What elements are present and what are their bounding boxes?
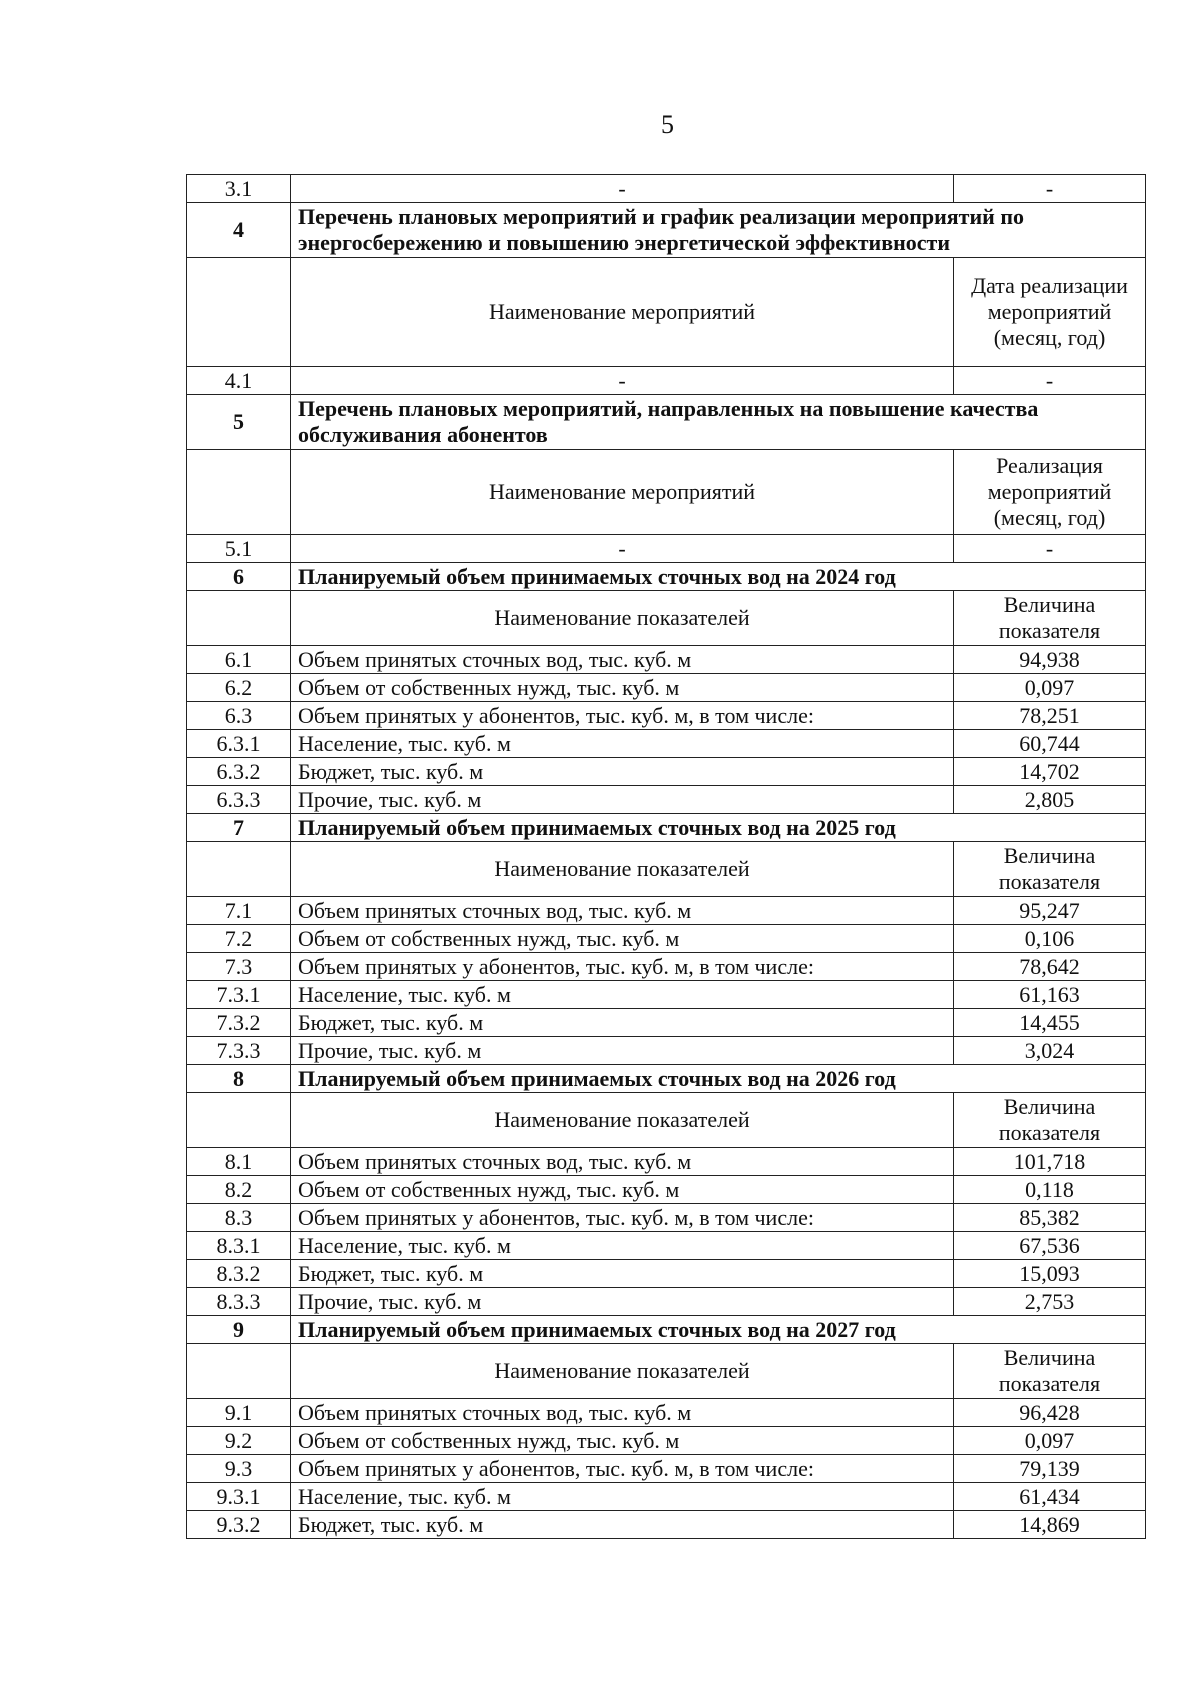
- empty-cell: [187, 450, 291, 535]
- section-header-row: [187, 1065, 1146, 1093]
- row-name: Бюджет, тыс. куб. м: [291, 1009, 954, 1037]
- section-title: Планируемый объем принимаемых сточных вод на 2025 год: [291, 814, 1146, 842]
- column-header-name: Наименование показателей: [291, 1344, 954, 1399]
- column-header-row: [187, 591, 1146, 646]
- column-header-name: Наименование мероприятий: [291, 258, 954, 367]
- row-number: 8.3: [187, 1204, 291, 1232]
- section-number: 8: [187, 1065, 291, 1093]
- row-number: 3.1: [187, 175, 291, 203]
- row-name: Население, тыс. куб. м: [291, 1232, 954, 1260]
- row-value: 0,118: [954, 1176, 1146, 1204]
- empty-cell: [187, 258, 291, 367]
- row-value: 96,428: [954, 1399, 1146, 1427]
- row-number: 7.3: [187, 953, 291, 981]
- column-header-name: Наименование показателей: [291, 591, 954, 646]
- column-header-value: Величина показателя: [954, 842, 1146, 897]
- row-number: 7.3.1: [187, 981, 291, 1009]
- table-row: [187, 1176, 1146, 1204]
- table-row: [187, 175, 1146, 203]
- table-row: [187, 702, 1146, 730]
- row-name: Прочие, тыс. куб. м: [291, 786, 954, 814]
- section-title: Перечень плановых мероприятий, направленных на повышение качества обслуживания абонентов: [291, 395, 1146, 450]
- row-number: 7.1: [187, 897, 291, 925]
- row-name: Объем от собственных нужд, тыс. куб. м: [291, 674, 954, 702]
- row-value: 95,247: [954, 897, 1146, 925]
- row-name: Бюджет, тыс. куб. м: [291, 1511, 954, 1539]
- row-number: 9.3.1: [187, 1483, 291, 1511]
- row-number: 9.3.2: [187, 1511, 291, 1539]
- row-name: Население, тыс. куб. м: [291, 1483, 954, 1511]
- row-name: Объем принятых сточных вод, тыс. куб. м: [291, 1148, 954, 1176]
- table-row: [187, 1427, 1146, 1455]
- empty-cell: [187, 1093, 291, 1148]
- row-number: 9.2: [187, 1427, 291, 1455]
- row-value: 67,536: [954, 1232, 1146, 1260]
- row-name: Объем от собственных нужд, тыс. куб. м: [291, 925, 954, 953]
- column-header-value: Реализация мероприятий (месяц, год): [954, 450, 1146, 535]
- column-header-value: Величина показателя: [954, 591, 1146, 646]
- row-value: 60,744: [954, 730, 1146, 758]
- row-name: Объем от собственных нужд, тыс. куб. м: [291, 1427, 954, 1455]
- row-value: -: [954, 535, 1146, 563]
- row-value: 101,718: [954, 1148, 1146, 1176]
- column-header-name: Наименование мероприятий: [291, 450, 954, 535]
- column-header-row: [187, 1344, 1146, 1399]
- table-row: [187, 1260, 1146, 1288]
- row-value: -: [954, 175, 1146, 203]
- table-row: [187, 1399, 1146, 1427]
- row-name: Объем принятых у абонентов, тыс. куб. м, в том числе:: [291, 953, 954, 981]
- table-row: [187, 1455, 1146, 1483]
- page-number: 5: [661, 110, 674, 139]
- row-name: -: [291, 175, 954, 203]
- row-value: 3,024: [954, 1037, 1146, 1065]
- table-row: [187, 897, 1146, 925]
- row-value: 0,106: [954, 925, 1146, 953]
- row-name: Объем принятых у абонентов, тыс. куб. м, в том числе:: [291, 1204, 954, 1232]
- row-number: 8.3.1: [187, 1232, 291, 1260]
- row-number: 9.3: [187, 1455, 291, 1483]
- row-number: 8.2: [187, 1176, 291, 1204]
- section-header-row: [187, 395, 1146, 450]
- section-header-row: [187, 203, 1146, 258]
- row-number: 8.3.2: [187, 1260, 291, 1288]
- row-value: 0,097: [954, 674, 1146, 702]
- row-value: 94,938: [954, 646, 1146, 674]
- column-header-row: [187, 842, 1146, 897]
- table-row: [187, 1037, 1146, 1065]
- row-value: 85,382: [954, 1204, 1146, 1232]
- table-row: [187, 674, 1146, 702]
- section-number: 9: [187, 1316, 291, 1344]
- table-row: [187, 1483, 1146, 1511]
- table-row: [187, 1148, 1146, 1176]
- table-row: [187, 1511, 1146, 1539]
- row-name: Объем принятых у абонентов, тыс. куб. м, в том числе:: [291, 702, 954, 730]
- row-number: 5.1: [187, 535, 291, 563]
- row-value: 14,455: [954, 1009, 1146, 1037]
- row-value: 2,805: [954, 786, 1146, 814]
- row-name: -: [291, 367, 954, 395]
- row-value: 0,097: [954, 1427, 1146, 1455]
- row-number: 6.2: [187, 674, 291, 702]
- section-header-row: [187, 563, 1146, 591]
- row-value: 61,163: [954, 981, 1146, 1009]
- table-row: [187, 1204, 1146, 1232]
- row-number: 8.3.3: [187, 1288, 291, 1316]
- row-value: 61,434: [954, 1483, 1146, 1511]
- table-row: [187, 646, 1146, 674]
- section-number: 5: [187, 395, 291, 450]
- table-row: [187, 786, 1146, 814]
- column-header-name: Наименование показателей: [291, 842, 954, 897]
- table-row: [187, 925, 1146, 953]
- table-row: [187, 1009, 1146, 1037]
- row-name: Объем принятых сточных вод, тыс. куб. м: [291, 1399, 954, 1427]
- table-row: [187, 1232, 1146, 1260]
- section-title: Перечень плановых мероприятий и график реализации мероприятий по энергосбережению и повышению энергетической эффективности: [291, 203, 1146, 258]
- table-row: [187, 981, 1146, 1009]
- row-name: -: [291, 535, 954, 563]
- measures-table: [186, 174, 1146, 1539]
- table-row: [187, 730, 1146, 758]
- section-number: 4: [187, 203, 291, 258]
- table-row: [187, 1288, 1146, 1316]
- section-title: Планируемый объем принимаемых сточных вод на 2027 год: [291, 1316, 1146, 1344]
- row-number: 8.1: [187, 1148, 291, 1176]
- column-header-row: [187, 1093, 1146, 1148]
- row-name: Население, тыс. куб. м: [291, 730, 954, 758]
- row-number: 7.3.2: [187, 1009, 291, 1037]
- row-name: Бюджет, тыс. куб. м: [291, 1260, 954, 1288]
- row-value: -: [954, 367, 1146, 395]
- row-value: 78,251: [954, 702, 1146, 730]
- section-number: 7: [187, 814, 291, 842]
- row-number: 6.3.2: [187, 758, 291, 786]
- empty-cell: [187, 591, 291, 646]
- table-row: [187, 758, 1146, 786]
- column-header-row: [187, 258, 1146, 367]
- row-name: Объем принятых сточных вод, тыс. куб. м: [291, 646, 954, 674]
- row-name: Население, тыс. куб. м: [291, 981, 954, 1009]
- row-name: Прочие, тыс. куб. м: [291, 1037, 954, 1065]
- empty-cell: [187, 842, 291, 897]
- row-name: Объем принятых у абонентов, тыс. куб. м, в том числе:: [291, 1455, 954, 1483]
- row-value: 15,093: [954, 1260, 1146, 1288]
- row-name: Объем от собственных нужд, тыс. куб. м: [291, 1176, 954, 1204]
- row-value: 78,642: [954, 953, 1146, 981]
- row-value: 79,139: [954, 1455, 1146, 1483]
- row-number: 4.1: [187, 367, 291, 395]
- row-name: Бюджет, тыс. куб. м: [291, 758, 954, 786]
- row-name: Прочие, тыс. куб. м: [291, 1288, 954, 1316]
- section-header-row: [187, 814, 1146, 842]
- row-value: 2,753: [954, 1288, 1146, 1316]
- row-number: 9.1: [187, 1399, 291, 1427]
- row-number: 6.1: [187, 646, 291, 674]
- row-value: 14,869: [954, 1511, 1146, 1539]
- row-value: 14,702: [954, 758, 1146, 786]
- table-row: [187, 535, 1146, 563]
- table-row: [187, 953, 1146, 981]
- empty-cell: [187, 1344, 291, 1399]
- section-header-row: [187, 1316, 1146, 1344]
- section-title: Планируемый объем принимаемых сточных вод на 2026 год: [291, 1065, 1146, 1093]
- column-header-value: Величина показателя: [954, 1344, 1146, 1399]
- column-header-name: Наименование показателей: [291, 1093, 954, 1148]
- column-header-value: Дата реализации мероприятий (месяц, год): [954, 258, 1146, 367]
- row-number: 6.3.1: [187, 730, 291, 758]
- column-header-value: Величина показателя: [954, 1093, 1146, 1148]
- row-number: 6.3.3: [187, 786, 291, 814]
- table-row: [187, 367, 1146, 395]
- row-number: 6.3: [187, 702, 291, 730]
- section-title: Планируемый объем принимаемых сточных вод на 2024 год: [291, 563, 1146, 591]
- row-number: 7.3.3: [187, 1037, 291, 1065]
- section-number: 6: [187, 563, 291, 591]
- row-number: 7.2: [187, 925, 291, 953]
- row-name: Объем принятых сточных вод, тыс. куб. м: [291, 897, 954, 925]
- column-header-row: [187, 450, 1146, 535]
